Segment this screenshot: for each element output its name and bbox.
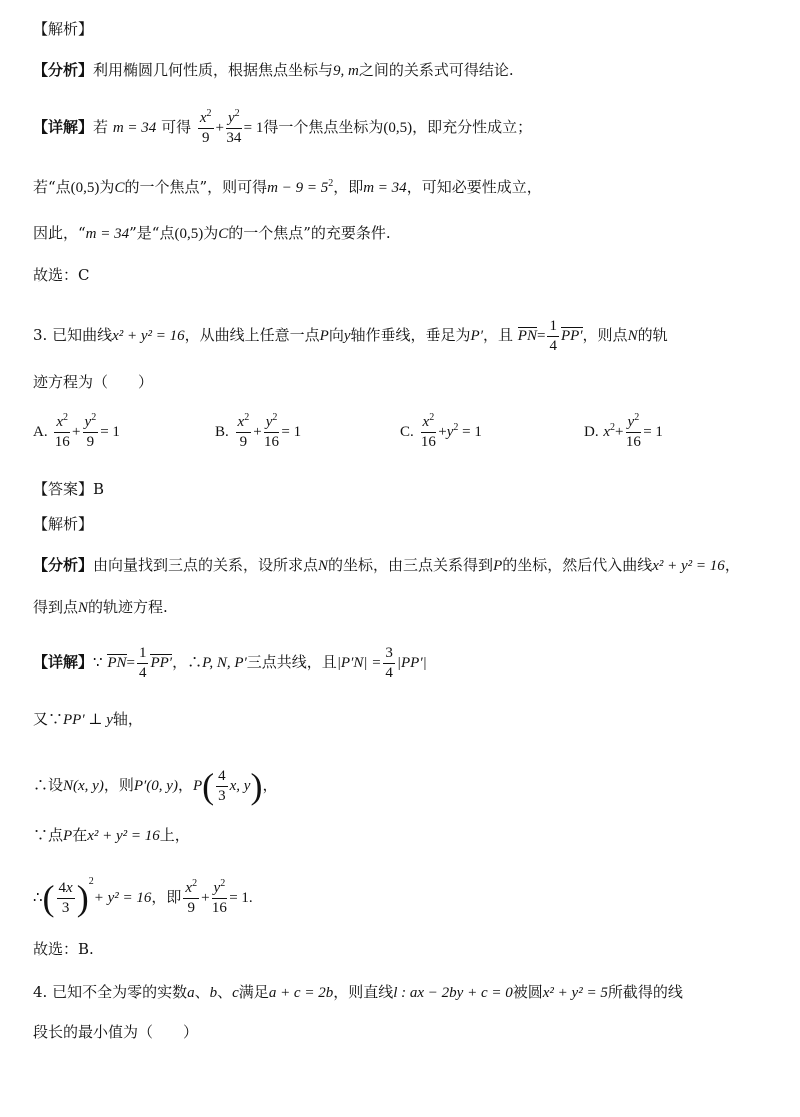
q3-text-7: 的轨: [637, 326, 668, 344]
dian-text-3: 上，: [159, 826, 190, 844]
option-b[interactable]: B. $\frac{x^2}{9}$ + $\frac{y^2}{16}$ = 1: [215, 412, 302, 450]
nec-C: C: [114, 180, 125, 196]
dian-text-1: ∵点: [33, 826, 64, 844]
detail2-text-2: 三点共线，且: [246, 653, 337, 671]
thus-eq: m = 34: [85, 226, 130, 242]
q4-a: a: [187, 985, 195, 1001]
analysis-text: 利用椭圆几何性质，根据焦点坐标与: [93, 61, 334, 79]
q3-vector-PPp: PP′: [560, 328, 583, 344]
she-text-3: ，: [177, 776, 193, 794]
section-header-jiexi: 【解析】: [33, 20, 94, 38]
she-text-1: ∴设: [33, 776, 64, 794]
detail2-tag: 【详解】: [33, 653, 94, 671]
q4-circle: x² + y² = 5: [542, 985, 608, 1001]
q3-Pp: P′: [470, 328, 483, 344]
she-Pp: P′(0, y): [133, 778, 178, 794]
detail-text-1: 若: [93, 118, 109, 136]
analysis2-text-2: 的坐标，由三点关系得到: [328, 556, 494, 574]
analysis2-line2-b: 的轨迹方程.: [88, 598, 168, 616]
option-d[interactable]: D. $x^2+$ $\frac{y^2}{16}$ = 1: [584, 412, 663, 450]
detail-eq-tail: = 1: [243, 120, 264, 136]
analysis2-P: P: [493, 558, 503, 574]
q4-text-1: 4. 已知不全为零的实数: [33, 983, 188, 1001]
necessity-line: 若“点(0,5)为C的一个焦点”，则可得$m - 9 = 5^2$，即m = 34，可知必要性成立，: [33, 178, 542, 196]
q4-b: b: [209, 985, 218, 1001]
q3-text-1: 3. 已知曲线: [33, 326, 113, 344]
q4-sep-2: 、: [217, 983, 233, 1001]
section-header-jiexi-2: 【解析】: [33, 515, 94, 533]
nec-text-1: 若“点: [33, 178, 71, 196]
q3-curve: x² + y² = 16: [112, 328, 185, 344]
analysis2-line-1: [33, 558, 740, 574]
option-b-label: B.: [215, 424, 229, 440]
q3-text-3: 向: [328, 326, 344, 344]
detail-text-4: ，即充分性成立；: [412, 118, 533, 136]
q4-text-4: 被圆: [512, 983, 543, 1001]
answer-tag: 【答案】B: [33, 480, 105, 498]
dian-P: P: [63, 828, 73, 844]
detail2-line-1: 【详解】∵ PN= $\frac{1}{4}$ PP′，∴P, N, P′三点共线，且|P′N| = $\frac{3}{4}$ |PP′|: [33, 645, 427, 681]
thus-text-4: 的一个焦点”的充要条件.: [228, 224, 391, 242]
analysis-tag: 【分析】: [33, 61, 94, 79]
thus-text-1: 因此，“: [33, 224, 86, 242]
detail2-points: P, N, P′: [202, 655, 247, 671]
q3-y: y: [343, 328, 351, 344]
detail-text-3: 得一个焦点坐标为: [263, 118, 384, 136]
option-a[interactable]: A. $\frac{x^2}{16}$ + $\frac{y^2}{9}$ = 1: [33, 412, 120, 450]
q4-condition: a + c = 2b: [268, 985, 334, 1001]
analysis2-text-3: 的坐标，然后代入曲线: [502, 556, 653, 574]
set-coordinates-line: ∴设N(x, y)，则P′(0, y)，P( $\frac{4}{3}$ x, y)，: [33, 766, 278, 806]
she-tail: x, y: [229, 778, 251, 794]
final-equation-line: ∴( $\frac{4x}{3}$ )$^2$+ y² = 16，即 $\frac{x^2}{9}$ + $\frac{y^2}{16}$ = 1.: [33, 876, 253, 918]
answer-choice-c: 故选：C: [33, 266, 90, 284]
thus-text-3: 为: [203, 224, 219, 242]
q3-N: N: [627, 328, 638, 344]
analysis2-N: N: [318, 558, 329, 574]
fraction-1-4: $\frac{1}{4}$: [549, 318, 557, 354]
q3-text-5: ，且: [483, 326, 514, 344]
analysis-line-1: [33, 63, 514, 79]
you-text-2: 轴，: [112, 710, 143, 728]
option-d-label: D.: [584, 424, 599, 440]
detail-tag: 【详解】: [33, 118, 94, 136]
option-c-label: C.: [400, 424, 414, 440]
analysis2-text-4: ，: [724, 556, 740, 574]
question-4-line-1: [33, 985, 683, 1001]
detail2-abs-2: |PP′|: [396, 655, 427, 671]
option-c[interactable]: C. $\frac{x^2}{16}$ $+y^2 = 1$: [400, 412, 482, 450]
q4-text-5: 所截得的线: [607, 983, 683, 1001]
nec-text-2: 为: [99, 178, 115, 196]
analysis2-curve: x² + y² = 16: [652, 558, 725, 574]
conclusion-line: [33, 226, 391, 242]
dian-curve: x² + y² = 16: [87, 828, 160, 844]
she-N: N(x, y): [63, 778, 104, 794]
nec-text-3: 的一个焦点”，则可得: [124, 178, 268, 196]
point-on-curve-line: [33, 828, 190, 844]
detail2-text-1: ，∴: [172, 653, 203, 671]
fraction-y2-34: $\frac{y^2}{34}$: [226, 108, 242, 146]
options-row: [33, 414, 773, 464]
perpendicular-line: [33, 712, 143, 728]
detail2-abs-1: |P′N| =: [336, 655, 382, 671]
final-text-2: + y² = 16: [93, 890, 152, 906]
nec-text-4: ，即: [333, 178, 364, 196]
option-a-label: A.: [33, 424, 48, 440]
final-text-3: ，即: [151, 888, 182, 906]
q3-P: P: [319, 328, 329, 344]
question-3-line-2: 迹方程为（ ）: [33, 373, 154, 391]
analysis2-line-2: [33, 600, 168, 616]
she-P: P: [192, 778, 203, 794]
fraction-x2-9: $\frac{x^2}{9}$: [199, 108, 212, 146]
final-text-4: = 1.: [229, 890, 253, 906]
q4-text-3: ，则直线: [333, 983, 394, 1001]
q3-text-2: ，从曲线上任意一点: [184, 326, 320, 344]
nec-text-5: ，可知必要性成立，: [406, 178, 542, 196]
thus-C: C: [218, 226, 229, 242]
q3-vector-PN: PN: [517, 328, 537, 344]
answer-choice-b: 故选：B.: [33, 940, 94, 958]
detail2-because: ∵: [93, 653, 103, 671]
detail-text-2: 可得: [161, 118, 192, 136]
you-expr: PP′ ⊥ y: [63, 712, 113, 728]
analysis-vars: 9, m: [333, 63, 359, 79]
nec-point: (0,5): [70, 180, 100, 196]
she-text-2: ，则: [103, 776, 134, 794]
detail-point: (0,5): [383, 120, 413, 136]
q4-line: l : ax − 2by + c = 0: [393, 985, 513, 1001]
q3-text-6: ，则点: [582, 326, 628, 344]
detail-condition: m = 34: [112, 120, 157, 136]
q3-text-4: 轴作垂线，垂足为: [350, 326, 471, 344]
final-text-1: ∴: [33, 888, 43, 906]
q4-sep-1: 、: [194, 983, 210, 1001]
analysis2-line2-a: 得到点: [33, 598, 79, 616]
question-4-line-2: 段长的最小值为（ ）: [33, 1023, 199, 1041]
detail2-vector-PPp: PP′: [150, 655, 173, 671]
thus-point: (0,5): [174, 226, 204, 242]
detail-line-1: 【详解】若 m = 34 可得 $\frac{x^2}{9}$ + $\frac{y^2}{34}$ = 1得一个焦点坐标为(0,5)，即充分性成立；: [33, 108, 533, 146]
q3-eq: =: [536, 328, 546, 344]
q4-c: c: [232, 985, 239, 1001]
nec-eq: m − 9 = 5: [267, 180, 329, 196]
detail2-vector-PN: PN: [107, 655, 127, 671]
you-text-1: 又∵: [33, 710, 64, 728]
dian-text-2: 在: [72, 826, 88, 844]
nec-eq2: m = 34: [363, 180, 407, 196]
analysis2-line2-N: N: [78, 600, 89, 616]
analysis-tail: 之间的关系式可得结论.: [358, 61, 514, 79]
question-3-line-1: [33, 318, 668, 354]
analysis2-tag: 【分析】: [33, 556, 94, 574]
analysis2-text-1: 由向量找到三点的关系，设所求点: [93, 556, 319, 574]
q4-text-2: 满足: [238, 983, 269, 1001]
thus-text-2: ”是“点: [129, 224, 175, 242]
